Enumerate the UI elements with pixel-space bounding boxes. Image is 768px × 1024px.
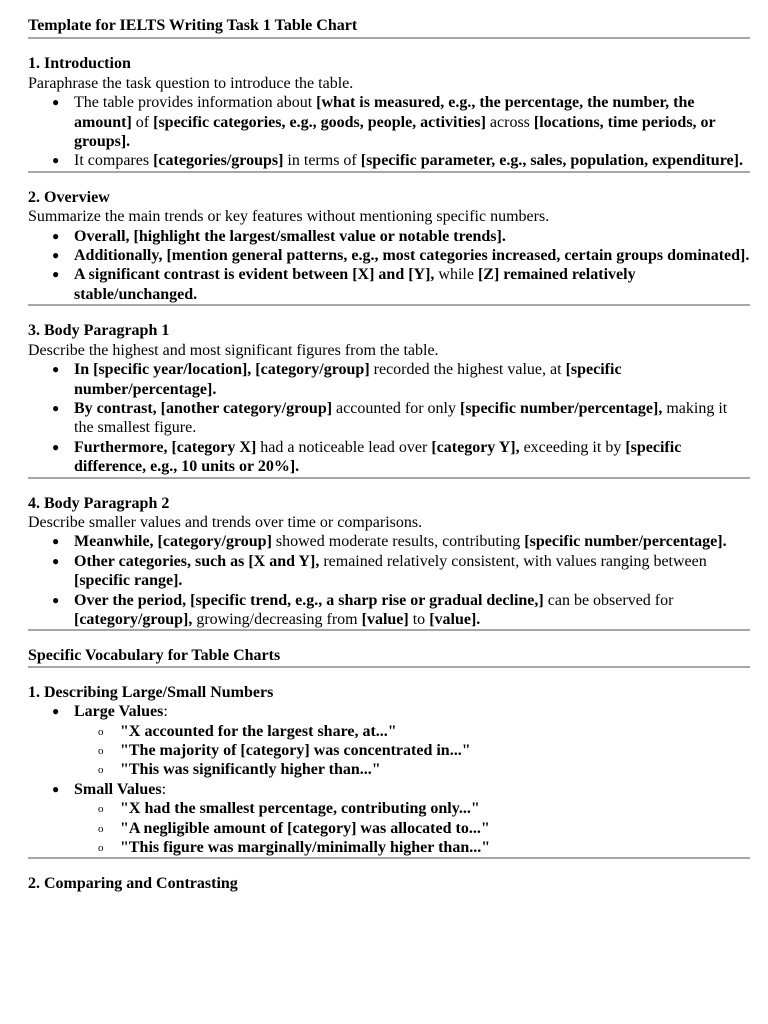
placeholder-text: [category Y], [431, 438, 520, 456]
bullet-icon: ● [52, 704, 60, 719]
sub-bullet-icon: o [98, 822, 104, 835]
bullet-item [52, 227, 750, 246]
phrase-text: "The majority of [category] was concentrated in..." [120, 742, 471, 759]
bullet-icon: ● [52, 400, 60, 415]
placeholder-text: Furthermore, [category X] [74, 438, 257, 456]
placeholder-text: [category/group], [74, 610, 193, 628]
sub-bullet-icon: o [98, 803, 104, 816]
section-4 [28, 479, 750, 630]
plain-text: remained relatively consistent, with values ranging between [319, 552, 707, 570]
bullet-item [52, 438, 750, 477]
vocab-group [52, 702, 750, 780]
sub-bullet-icon: o [98, 725, 104, 738]
vocab-subheading: 1. Describing Large/Small Numbers [28, 683, 274, 701]
phrase-item [98, 741, 750, 760]
placeholder-text: [Z] remained relatively stable/unchanged. [74, 266, 636, 303]
bullet-icon: ● [52, 781, 60, 796]
template-sections [28, 39, 750, 631]
section-3 [28, 306, 750, 476]
bullet-icon: ● [52, 534, 60, 549]
phrase-list [74, 722, 750, 780]
section-2 [28, 173, 750, 304]
phrase-item [98, 722, 750, 741]
plain-text: in terms of [283, 152, 361, 170]
section-heading: 4. Body Paragraph 2 [28, 494, 170, 512]
phrase-text: "This was significantly higher than..." [120, 761, 381, 779]
phrase-item [98, 838, 750, 857]
placeholder-text: Over the period, [specific trend, e.g., a sharp rise or gradual decline,] [74, 591, 544, 609]
next-heading: 2. Comparing and Contrasting [28, 875, 238, 893]
bullet-icon: ● [52, 153, 60, 168]
placeholder-text: Additionally, [mention general patterns, e.g., most categories increased, certain groups dominated]. [74, 247, 750, 265]
placeholder-text: [locations, time periods, or groups]. [74, 113, 716, 151]
placeholder-text: In [specific year/location], [category/group] [74, 361, 370, 379]
bullet-icon: ● [52, 95, 60, 110]
bullet-item [52, 151, 750, 170]
plain-text: showed moderate results, contributing [271, 533, 525, 551]
bullet-list [28, 532, 750, 629]
document-page [28, 16, 750, 894]
sub-bullet-icon: o [98, 745, 104, 757]
vocab-heading-block [28, 631, 750, 665]
bullet-item [52, 246, 750, 265]
vocab-group-list [28, 702, 750, 857]
plain-text: making it the smallest figure. [74, 399, 728, 437]
section-heading: 2. Overview [28, 188, 110, 206]
bullet-item [52, 265, 750, 304]
phrase-list [74, 799, 750, 857]
phrase-text: "X had the smallest percentage, contributing only..." [120, 800, 480, 818]
placeholder-text: [what is measured, e.g., the percentage, the number, the amount] [74, 94, 695, 131]
section-1 [28, 39, 750, 170]
plain-text: while [434, 266, 478, 284]
plain-text: across [485, 113, 534, 131]
bullet-item [52, 399, 750, 438]
placeholder-text: Overall, [highlight the largest/smallest value or notable trends]. [74, 227, 506, 245]
bullet-icon: ● [52, 267, 60, 282]
next-section [28, 859, 750, 893]
bullet-list [28, 360, 750, 476]
document-title: Template for IELTS Writing Task 1 Table Chart [28, 17, 358, 34]
phrase-text: "A negligible amount of [category] was allocated to..." [120, 819, 490, 837]
plain-text: exceeding it by [519, 438, 626, 456]
placeholder-text: [specific number/percentage]. [74, 361, 622, 398]
placeholder-text: [specific number/percentage], [460, 399, 663, 417]
section-description: Summarize the main trends or key features without mentioning specific numbers. [28, 208, 550, 226]
phrase-item [98, 799, 750, 818]
phrase-item [98, 760, 750, 779]
placeholder-text: [specific difference, e.g., 10 units or 20%]. [74, 438, 682, 476]
placeholder-text: [specific categories, e.g., goods, people, activities] [153, 113, 486, 131]
section-description: Describe the highest and most significant figures from the table. [28, 341, 439, 359]
bullet-item [52, 552, 750, 591]
phrase-text: "X accounted for the largest share, at..." [120, 722, 397, 740]
phrase-text: "This figure was marginally/minimally higher than..." [120, 839, 491, 857]
colon: : [161, 780, 167, 798]
plain-text: accounted for only [332, 399, 460, 417]
plain-text: The table provides information about [74, 94, 317, 112]
plain-text: can be observed for [543, 591, 674, 609]
plain-text: growing/decreasing from [192, 610, 362, 628]
plain-text: had a noticeable lead over [256, 438, 432, 456]
bullet-icon: ● [52, 439, 60, 454]
bullet-icon: ● [52, 592, 60, 607]
bullet-item [52, 532, 750, 551]
plain-text: to [408, 610, 430, 628]
sub-bullet-icon: o [98, 764, 104, 777]
placeholder-text: [value] [361, 610, 409, 628]
bullet-list [28, 93, 750, 171]
section-heading: 1. Introduction [28, 55, 131, 73]
plain-text: It compares [74, 152, 154, 170]
vocab-group-label: Small Values [74, 780, 162, 798]
plain-text: recorded the highest value, at [369, 361, 566, 379]
placeholder-text: [specific number/percentage]. [524, 533, 727, 551]
section-description: Describe smaller values and trends over time or comparisons. [28, 513, 423, 531]
bullet-icon: ● [52, 228, 60, 243]
bullet-icon: ● [52, 362, 60, 377]
bullet-item [52, 591, 750, 630]
placeholder-text: [categories/groups] [153, 152, 284, 170]
section-heading: 3. Body Paragraph 1 [28, 322, 170, 340]
section-description: Paraphrase the task question to introduce the table. [28, 74, 354, 92]
vocab-section [28, 668, 750, 858]
vocab-heading: Specific Vocabulary for Table Charts [28, 647, 281, 665]
plain-text: of [131, 113, 154, 131]
phrase-item [98, 819, 750, 838]
placeholder-text: A significant contrast is evident between [X] and [Y], [74, 266, 435, 284]
placeholder-text: [specific range]. [74, 572, 183, 590]
vocab-group [52, 780, 750, 858]
colon: : [163, 703, 168, 721]
placeholder-text: Meanwhile, [category/group] [74, 533, 272, 551]
bullet-icon: ● [52, 553, 60, 568]
bullet-list [28, 227, 750, 305]
placeholder-text: [specific parameter, e.g., sales, population, expenditure]. [360, 152, 743, 170]
bullet-item [52, 93, 750, 151]
sub-bullet-icon: o [98, 842, 104, 855]
vocab-group-label: Large Values [74, 703, 164, 721]
bullet-icon: ● [52, 248, 60, 263]
placeholder-text: By contrast, [another category/group] [74, 399, 333, 417]
bullet-item [52, 360, 750, 399]
placeholder-text: Other categories, such as [X and Y], [74, 552, 320, 570]
placeholder-text: [value]. [429, 610, 481, 628]
